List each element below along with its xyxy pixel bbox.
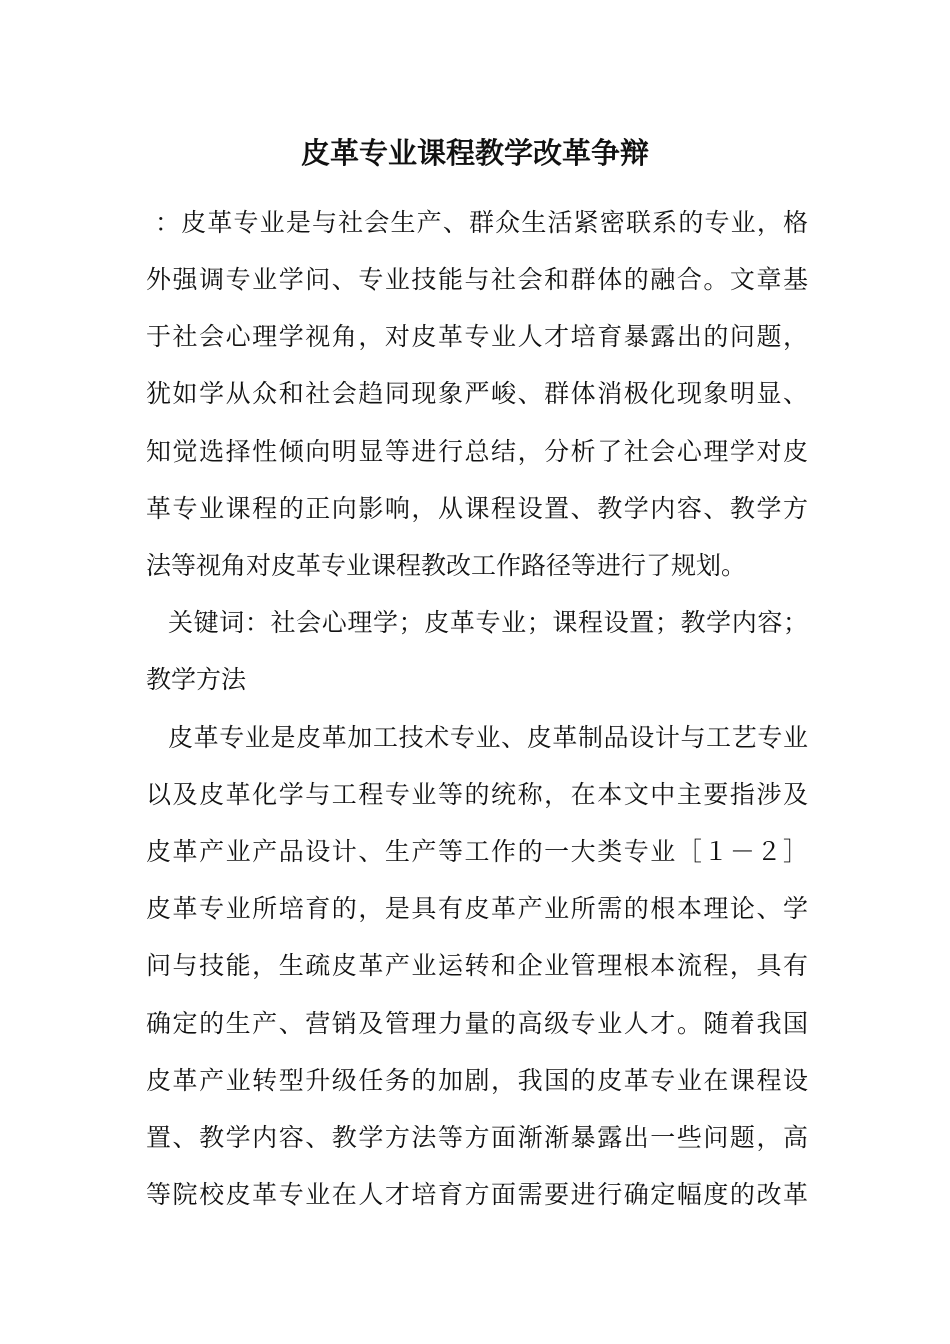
body-line-7: 皮革产业转型升级任务的加剧，我国的皮革专业在课程设 (146, 1066, 808, 1095)
page-title: 皮革专业课程教学改革争辩 (300, 136, 649, 170)
abstract-line-6: 革专业课程的正向影响，从课程设置、教学内容、教学方 (146, 494, 808, 523)
abstract-line-2: 外强调专业学问、专业技能与社会和群体的融合。文章基 (146, 265, 808, 294)
body-line-3: 皮革产业产品设计、生产等工作的一大类专业［１－２］ (146, 837, 808, 866)
keywords-line-2: 教学方法 (146, 665, 247, 694)
abstract-line-1: ：皮革专业是与社会生产、群众生活紧密联系的专业，格 (155, 208, 808, 237)
abstract-line-4: 犹如学从众和社会趋同现象严峻、群体消极化现象明显、 (146, 379, 808, 408)
body-line-8: 置、教学内容、教学方法等方面渐渐暴露出一些问题，高 (146, 1123, 808, 1152)
body-line-2: 以及皮革化学与工程专业等的统称，在本文中主要指涉及 (146, 780, 808, 809)
body-line-9: 等院校皮革专业在人才培育方面需要进行确定幅度的改革 (146, 1180, 808, 1209)
keywords-line-1: 关键词：社会心理学；皮革专业；课程设置；教学内容； (168, 608, 808, 637)
abstract-line-5: 知觉选择性倾向明显等进行总结，分析了社会心理学对皮 (146, 437, 808, 466)
body-line-6: 确定的生产、营销及管理力量的高级专业人才。随着我国 (146, 1009, 808, 1038)
body-line-5: 问与技能，生疏皮革产业运转和企业管理根本流程，具有 (146, 951, 808, 980)
body-line-4: 皮革专业所培育的，是具有皮革产业所需的根本理论、学 (146, 894, 808, 923)
abstract-line-7: 法等视角对皮革专业课程教改工作路径等进行了规划。 (146, 551, 747, 580)
abstract-line-3: 于社会心理学视角，对皮革专业人才培育暴露出的问题， (146, 322, 808, 351)
body-line-1: 皮革专业是皮革加工技术专业、皮革制品设计与工艺专业 (168, 723, 808, 752)
